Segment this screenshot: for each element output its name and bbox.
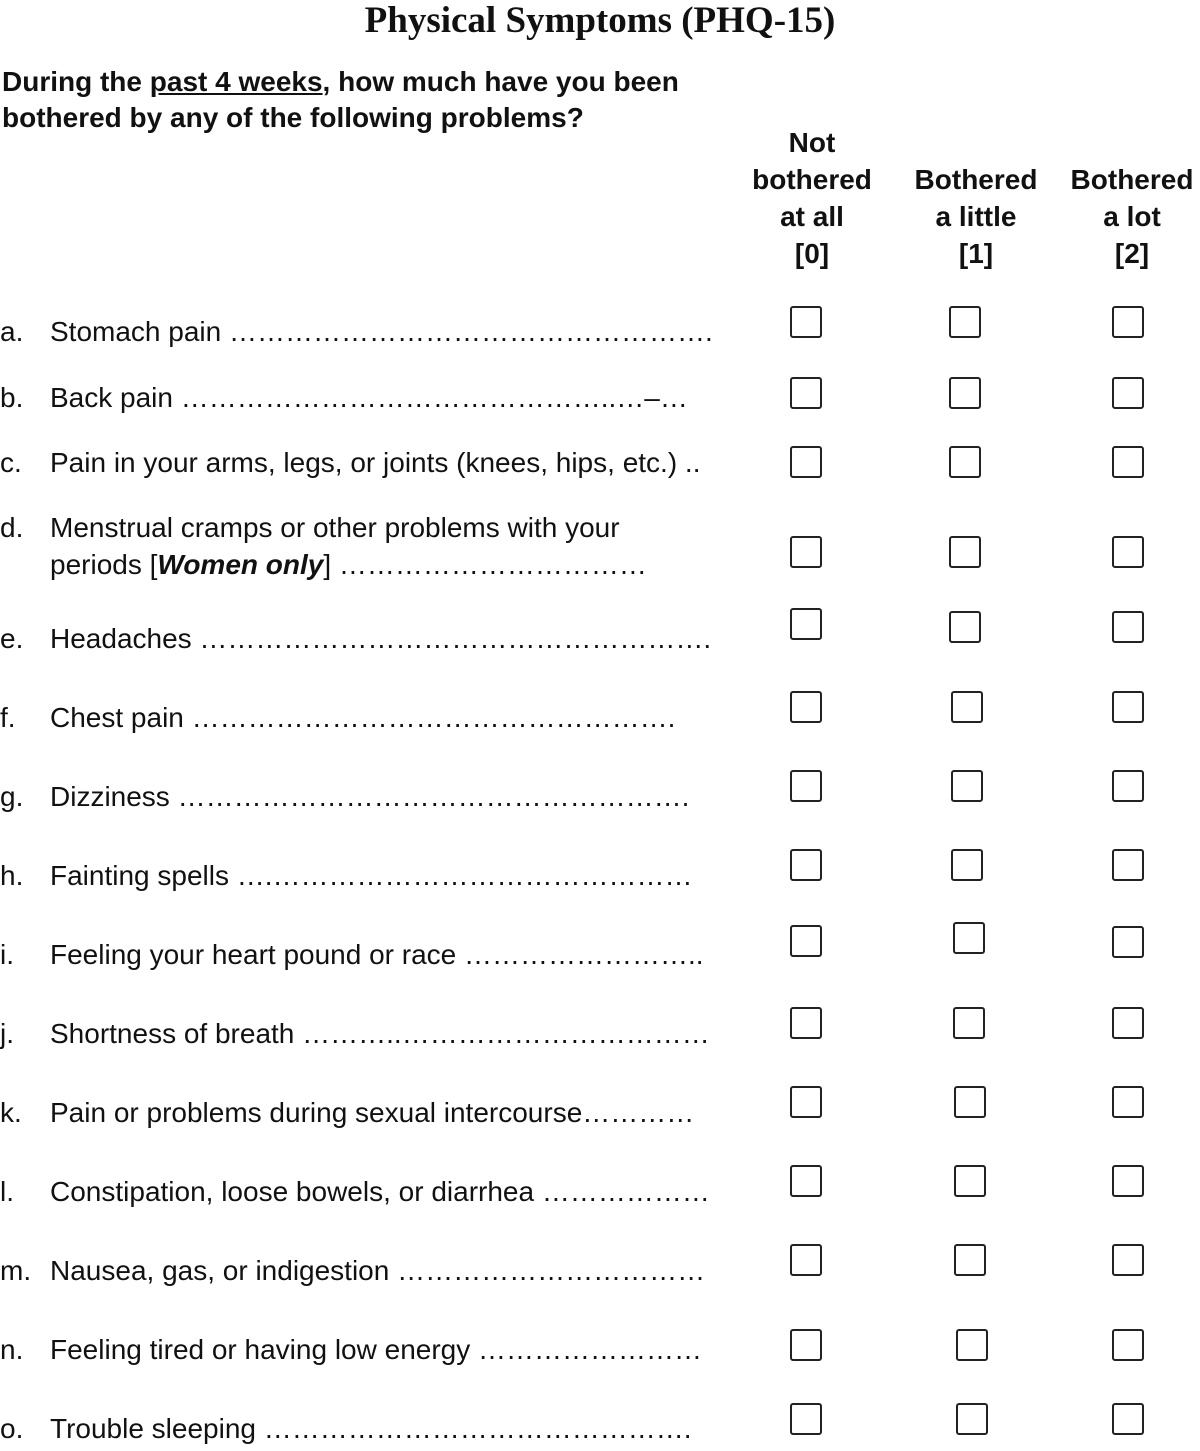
row-letter: l. <box>0 1176 14 1207</box>
checkbox-bothered-little[interactable] <box>953 922 985 954</box>
question-prefix: During the <box>2 66 150 97</box>
row-letter: n. <box>0 1334 24 1365</box>
row-label-line1: Menstrual cramps or other problems with your <box>50 512 620 543</box>
checkbox-bothered-little[interactable] <box>954 1086 986 1118</box>
checkbox-not-bothered[interactable] <box>790 1329 822 1361</box>
page-title: Physical Symptoms (PHQ-15) <box>364 0 836 41</box>
checkbox-not-bothered[interactable] <box>790 1403 822 1435</box>
row-label: Fainting spells ….……………………………………… <box>50 860 693 891</box>
row-label: Pain or problems during sexual intercourse………… <box>50 1097 695 1128</box>
checkbox-bothered-little[interactable] <box>954 1244 986 1276</box>
checkbox-bothered-lot[interactable] <box>1112 1403 1144 1435</box>
checkbox-not-bothered[interactable] <box>790 1244 822 1276</box>
checkbox-bothered-little[interactable] <box>949 611 981 643</box>
checkbox-bothered-little[interactable] <box>949 306 981 338</box>
checkbox-bothered-lot[interactable] <box>1112 1007 1144 1039</box>
column-header-not-bothered <box>732 124 892 272</box>
row-letter: e. <box>0 623 24 654</box>
row-label: Shortness of breath ………..…………………………… <box>50 1018 710 1049</box>
checkbox-not-bothered[interactable] <box>790 1165 822 1197</box>
checkbox-not-bothered[interactable] <box>790 1007 822 1039</box>
row-label-line2 <box>50 547 765 583</box>
checkbox-bothered-lot[interactable] <box>1112 536 1144 568</box>
checkbox-bothered-lot[interactable] <box>1112 1329 1144 1361</box>
women-only-note: Women only <box>157 549 324 580</box>
checkbox-bothered-lot[interactable] <box>1112 446 1144 478</box>
question-text <box>2 64 762 136</box>
row-label: Headaches ………………………………………………. <box>50 623 712 654</box>
checkbox-not-bothered[interactable] <box>790 849 822 881</box>
row-letter: i. <box>0 939 14 970</box>
row-letter: m. <box>0 1255 32 1286</box>
row-label-part: ] …………………………… <box>323 549 647 580</box>
row-label: Back pain ………………………………………..…–… <box>50 382 688 413</box>
checkbox-not-bothered[interactable] <box>790 377 822 409</box>
row-label: Stomach pain ……………………………………………. <box>50 316 713 347</box>
row-label: Chest pain ……………………………………………. <box>50 702 676 733</box>
checkbox-not-bothered[interactable] <box>790 925 822 957</box>
column-header-line: [0] <box>794 238 830 269</box>
row-letter: h. <box>0 860 24 891</box>
checkbox-not-bothered[interactable] <box>790 306 822 338</box>
checkbox-bothered-little[interactable] <box>954 1165 986 1197</box>
checkbox-bothered-little[interactable] <box>949 446 981 478</box>
column-header-line: Bothered <box>914 164 1038 195</box>
column-header-line: [2] <box>1114 238 1150 269</box>
row-letter: a. <box>0 316 24 347</box>
checkbox-bothered-little[interactable] <box>956 1403 988 1435</box>
checkbox-not-bothered[interactable] <box>790 691 822 723</box>
checkbox-not-bothered[interactable] <box>790 770 822 802</box>
row-label: Pain in your arms, legs, or joints (knees, hips, etc.) .. <box>50 447 701 478</box>
row-label: Feeling tired or having low energy …………………… <box>50 1334 703 1365</box>
row-label: Feeling your heart pound or race …………………….. <box>50 939 704 970</box>
column-header-line: a lot <box>1103 201 1161 232</box>
row-label-part: periods [ <box>50 549 158 580</box>
column-header-bothered-lot <box>1052 161 1200 272</box>
checkbox-bothered-lot[interactable] <box>1112 849 1144 881</box>
row-letter: o. <box>0 1413 24 1444</box>
row-letter: f. <box>0 702 16 733</box>
question-suffix: , how much have you been bothered by any of the following problems? <box>2 66 679 133</box>
checkbox-bothered-lot[interactable] <box>1112 1244 1144 1276</box>
checkbox-bothered-little[interactable] <box>956 1329 988 1361</box>
column-header-line: [1] <box>958 238 994 269</box>
checkbox-bothered-little[interactable] <box>951 849 983 881</box>
column-header-line: at all <box>780 201 844 232</box>
column-header-line: bothered <box>752 164 872 195</box>
checkbox-bothered-lot[interactable] <box>1112 1086 1144 1118</box>
row-label: Dizziness ………………………………………………. <box>50 781 690 812</box>
column-header-bothered-little <box>896 161 1056 272</box>
row-label: Nausea, gas, or indigestion …………………………… <box>50 1255 706 1286</box>
checkbox-bothered-little[interactable] <box>949 377 981 409</box>
row-letter: b. <box>0 382 24 413</box>
checkbox-bothered-little[interactable] <box>951 691 983 723</box>
checkbox-not-bothered[interactable] <box>790 1086 822 1118</box>
row-letter: c. <box>0 447 22 478</box>
checkbox-not-bothered[interactable] <box>790 446 822 478</box>
checkbox-bothered-lot[interactable] <box>1112 306 1144 338</box>
row-letter: j. <box>0 1018 14 1049</box>
checkbox-bothered-little[interactable] <box>949 536 981 568</box>
checkbox-bothered-lot[interactable] <box>1112 1165 1144 1197</box>
row-letter: g. <box>0 781 24 812</box>
column-header-line: a little <box>935 201 1017 232</box>
checkbox-bothered-little[interactable] <box>953 1007 985 1039</box>
checkbox-not-bothered[interactable] <box>790 536 822 568</box>
row-label: Constipation, loose bowels, or diarrhea ……………… <box>50 1176 710 1207</box>
row-label: Trouble sleeping ………………………………………. <box>50 1413 692 1444</box>
checkbox-bothered-lot[interactable] <box>1112 926 1144 958</box>
checkbox-bothered-lot[interactable] <box>1112 377 1144 409</box>
checkbox-not-bothered[interactable] <box>790 608 822 640</box>
checkbox-bothered-lot[interactable] <box>1112 611 1144 643</box>
row-letter: k. <box>0 1097 22 1128</box>
column-header-line: Not <box>788 127 836 158</box>
checkbox-bothered-lot[interactable] <box>1112 770 1144 802</box>
checkbox-bothered-little[interactable] <box>951 770 983 802</box>
question-emphasis: past 4 weeks <box>149 66 323 97</box>
checkbox-bothered-lot[interactable] <box>1112 691 1144 723</box>
column-header-line: Bothered <box>1070 164 1194 195</box>
row-letter: d. <box>0 512 24 543</box>
